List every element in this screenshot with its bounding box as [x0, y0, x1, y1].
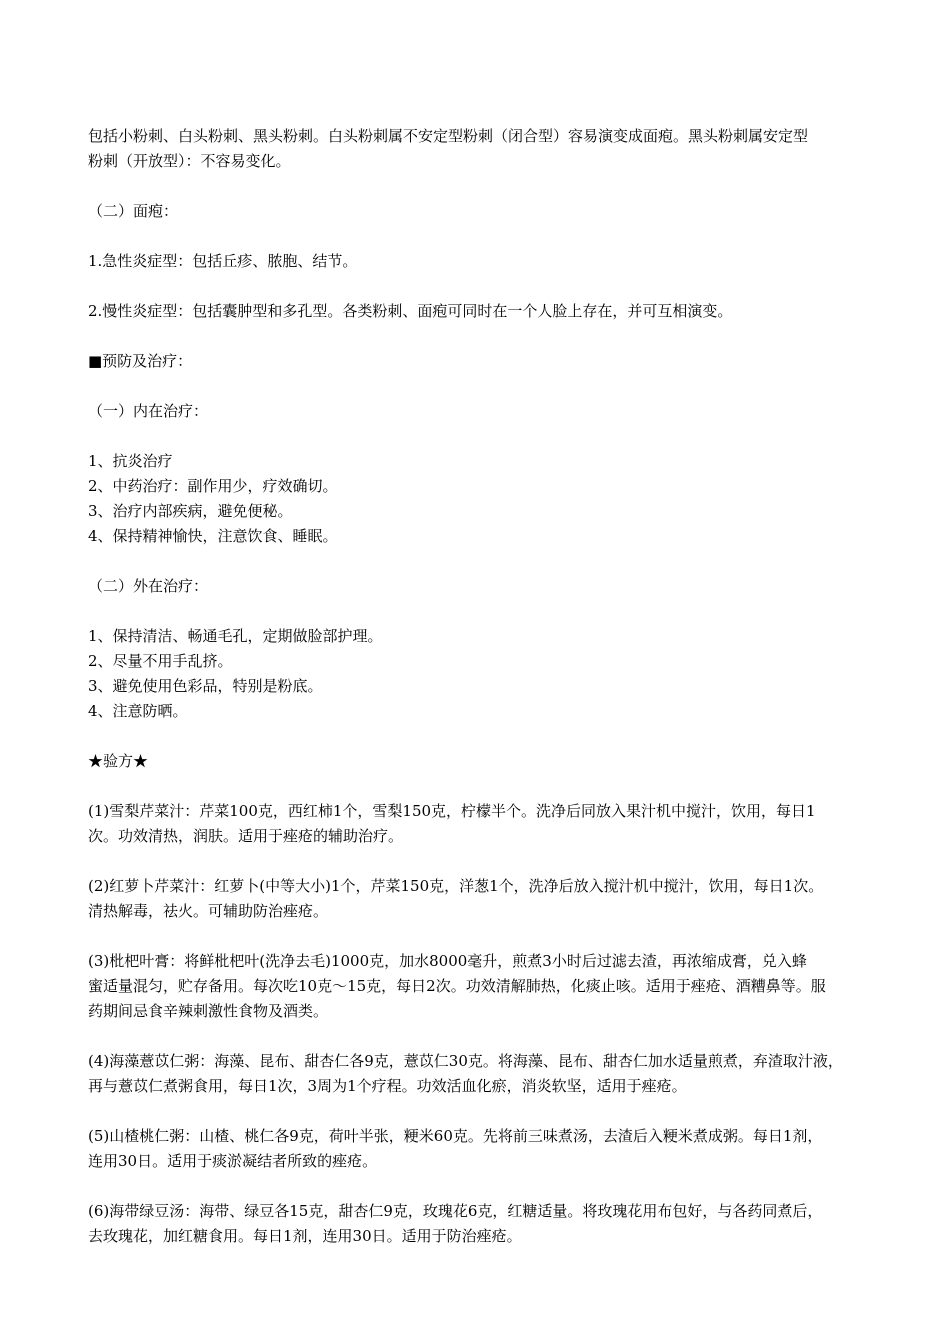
list-item: 3、治疗内部疾病，避免便秘。	[88, 502, 293, 520]
text-line: (2)红萝卜芹菜汁：红萝卜(中等大小)1个，芹菜150克，洋葱1个，洗净后放入搅汁机中搅汁，饮用，每日1次。	[88, 877, 824, 895]
text-line: 药期间忌食辛辣刺激性食物及酒类。	[88, 1002, 329, 1020]
text-line: 连用30日。适用于痰淤凝结者所致的痤疮。	[88, 1152, 378, 1170]
text-line: 粉刺（开放型）：不容易变化。	[88, 152, 291, 170]
text-line: (4)海藻薏苡仁粥：海藻、昆布、甜杏仁各9克，薏苡仁30克。将海藻、昆布、甜杏仁加水适量煎煮，弃渣取汁液，	[88, 1052, 843, 1070]
text-line: (3)枇杷叶膏：将鲜枇杷叶(洗净去毛)1000克，加水8000毫升，煎煮3小时后过滤去渣，再浓缩成膏，兑入蜂	[88, 952, 807, 970]
list-item: 1、抗炎治疗	[88, 452, 173, 470]
intro-paragraph	[88, 124, 880, 174]
list-item: 4、注意防晒。	[88, 702, 188, 720]
list-item: 2、尽量不用手乱挤。	[88, 652, 233, 670]
recipe-paragraph	[88, 1049, 880, 1099]
internal-treatment-heading: （一）内在治疗：	[88, 402, 209, 420]
external-treatment-list	[88, 624, 880, 724]
prevention-heading: ■预防及治疗：	[88, 352, 193, 370]
text-line: (5)山楂桃仁粥：山楂、桃仁各9克，荷叶半张，粳米60克。先将前三味煮汤，去渣后入粳米煮成粥。每日1剂，	[88, 1127, 823, 1145]
text-line: (6)海带绿豆汤：海带、绿豆各15克，甜杏仁9克，玫瑰花6克，红糖适量。将玫瑰花用布包好，与各药同煮后，	[88, 1202, 823, 1220]
recipe-paragraph	[88, 874, 880, 924]
document-body	[88, 124, 880, 1274]
external-treatment-heading: （二）外在治疗：	[88, 577, 209, 595]
list-item: 2、中药治疗：副作用少，疗效确切。	[88, 477, 338, 495]
recipe-paragraph	[88, 1199, 880, 1249]
acute-type-paragraph: 1.急性炎症型：包括丘疹、脓胞、结节。	[88, 252, 358, 270]
recipe-paragraph	[88, 1124, 880, 1174]
text-line: 次。功效清热，润肤。适用于痤疮的辅助治疗。	[88, 827, 404, 845]
text-line: 包括小粉刺、白头粉刺、黑头粉刺。白头粉刺属不安定型粉刺（闭合型）容易演变成面疱。黑头粉刺属安定型	[88, 127, 809, 145]
text-line: 蜜适量混匀，贮存备用。每次吃10克～15克，每日2次。功效清解肺热，化痰止咳。适用于痤疮、酒糟鼻等。服	[88, 977, 826, 995]
recipes-heading: ★验方★	[88, 752, 149, 770]
recipe-paragraph	[88, 949, 880, 1024]
list-item: 3、避免使用色彩品，特别是粉底。	[88, 677, 323, 695]
list-item: 1、保持清洁、畅通毛孔，定期做脸部护理。	[88, 627, 383, 645]
text-line: (1)雪梨芹菜汁：芹菜100克，西红柿1个，雪梨150克，柠檬半个。洗净后同放入果汁机中搅汁，饮用，每日1	[88, 802, 816, 820]
internal-treatment-list	[88, 449, 880, 549]
text-line: 去玫瑰花，加红糖食用。每日1剂，连用30日。适用于防治痤疮。	[88, 1227, 522, 1245]
list-item: 4、保持精神愉快，注意饮食、睡眠。	[88, 527, 338, 545]
chronic-type-paragraph: 2.慢性炎症型：包括囊肿型和多孔型。各类粉刺、面疱可同时在一个人脸上存在，并可互相演变。	[88, 302, 733, 320]
recipe-paragraph	[88, 799, 880, 849]
text-line: 再与薏苡仁煮粥食用，每日1次，3周为1个疗程。功效活血化瘀，消炎软坚，适用于痤疮。	[88, 1077, 687, 1095]
text-line: 清热解毒，祛火。可辅助防治痤疮。	[88, 902, 329, 920]
section-heading-mianpao: （二）面疱：	[88, 202, 179, 220]
